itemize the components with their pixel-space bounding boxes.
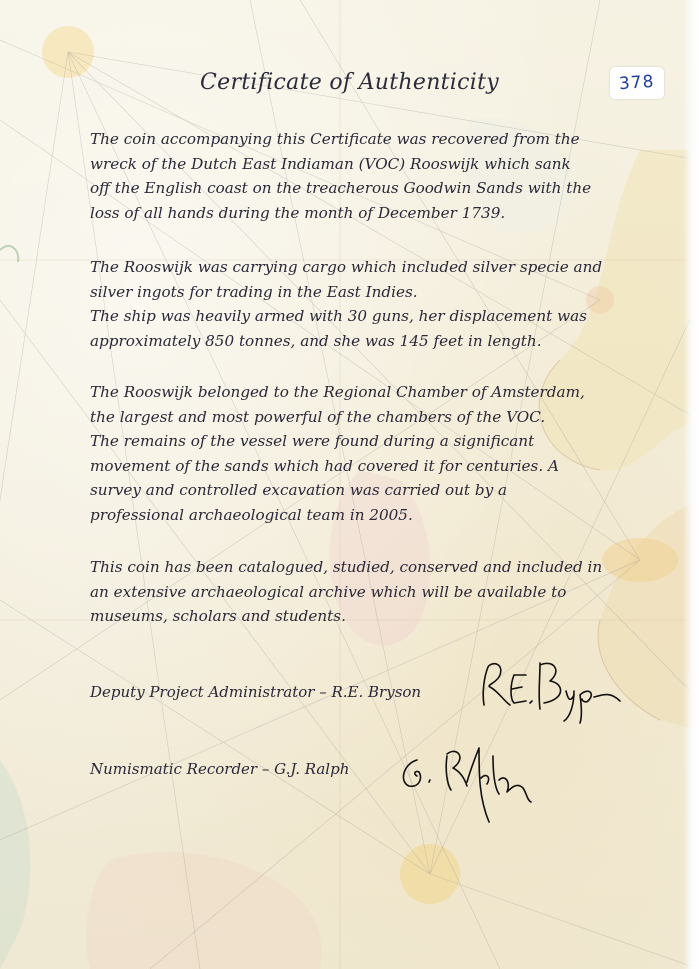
text-line: the largest and most powerful of the chambers of the VOC. <box>90 407 546 426</box>
text-line: The ship was heavily armed with 30 guns, her displacement was <box>90 307 587 325</box>
text-line: The Rooswijk was carrying cargo which included silver specie and <box>90 258 603 276</box>
signatory-recorder: Numismatic Recorder – G.J. Ralph <box>90 760 350 778</box>
page-edge <box>683 0 699 969</box>
text-line: wreck of the Dutch East Indiaman (VOC) Rooswijk which sank <box>90 154 571 173</box>
text-line: approximately 850 tonnes, and she was 145 feet in length. <box>90 331 542 350</box>
certificate-title: Certificate of Authenticity <box>200 70 499 95</box>
signature-bryson <box>470 655 630 725</box>
text-line: The remains of the vessel were found during a significant <box>90 432 535 450</box>
text-line: professional archaeological team in 2005. <box>90 505 413 524</box>
text-line: The Rooswijk belonged to the Regional Chamber of Amsterdam, <box>90 383 585 401</box>
signatory-administrator: Deputy Project Administrator – R.E. Bryson <box>90 683 422 701</box>
paragraph-chamber <box>90 380 625 527</box>
signature-ralph <box>395 738 545 833</box>
text-line: silver ingots for trading in the East Indies. <box>90 282 418 301</box>
paragraph-cargo <box>90 255 625 353</box>
text-line: loss of all hands during the month of December 1739. <box>90 203 506 222</box>
text-line: an extensive archaeological archive which will be available to <box>90 582 567 601</box>
text-line: movement of the sands which had covered it for centuries. A <box>90 456 559 475</box>
text-line: museums, scholars and students. <box>90 607 346 625</box>
text-line: survey and controlled excavation was carried out by a <box>90 481 508 499</box>
text-line: This coin has been catalogued, studied, conserved and included in <box>90 558 603 576</box>
paragraph-wreck <box>90 127 625 225</box>
text-line: The coin accompanying this Certificate was recovered from the <box>90 130 580 148</box>
text-line: off the English coast on the treacherous Goodwin Sands with the <box>90 179 592 197</box>
paragraph-archive <box>90 555 625 629</box>
certificate-number: 378 <box>618 71 656 95</box>
